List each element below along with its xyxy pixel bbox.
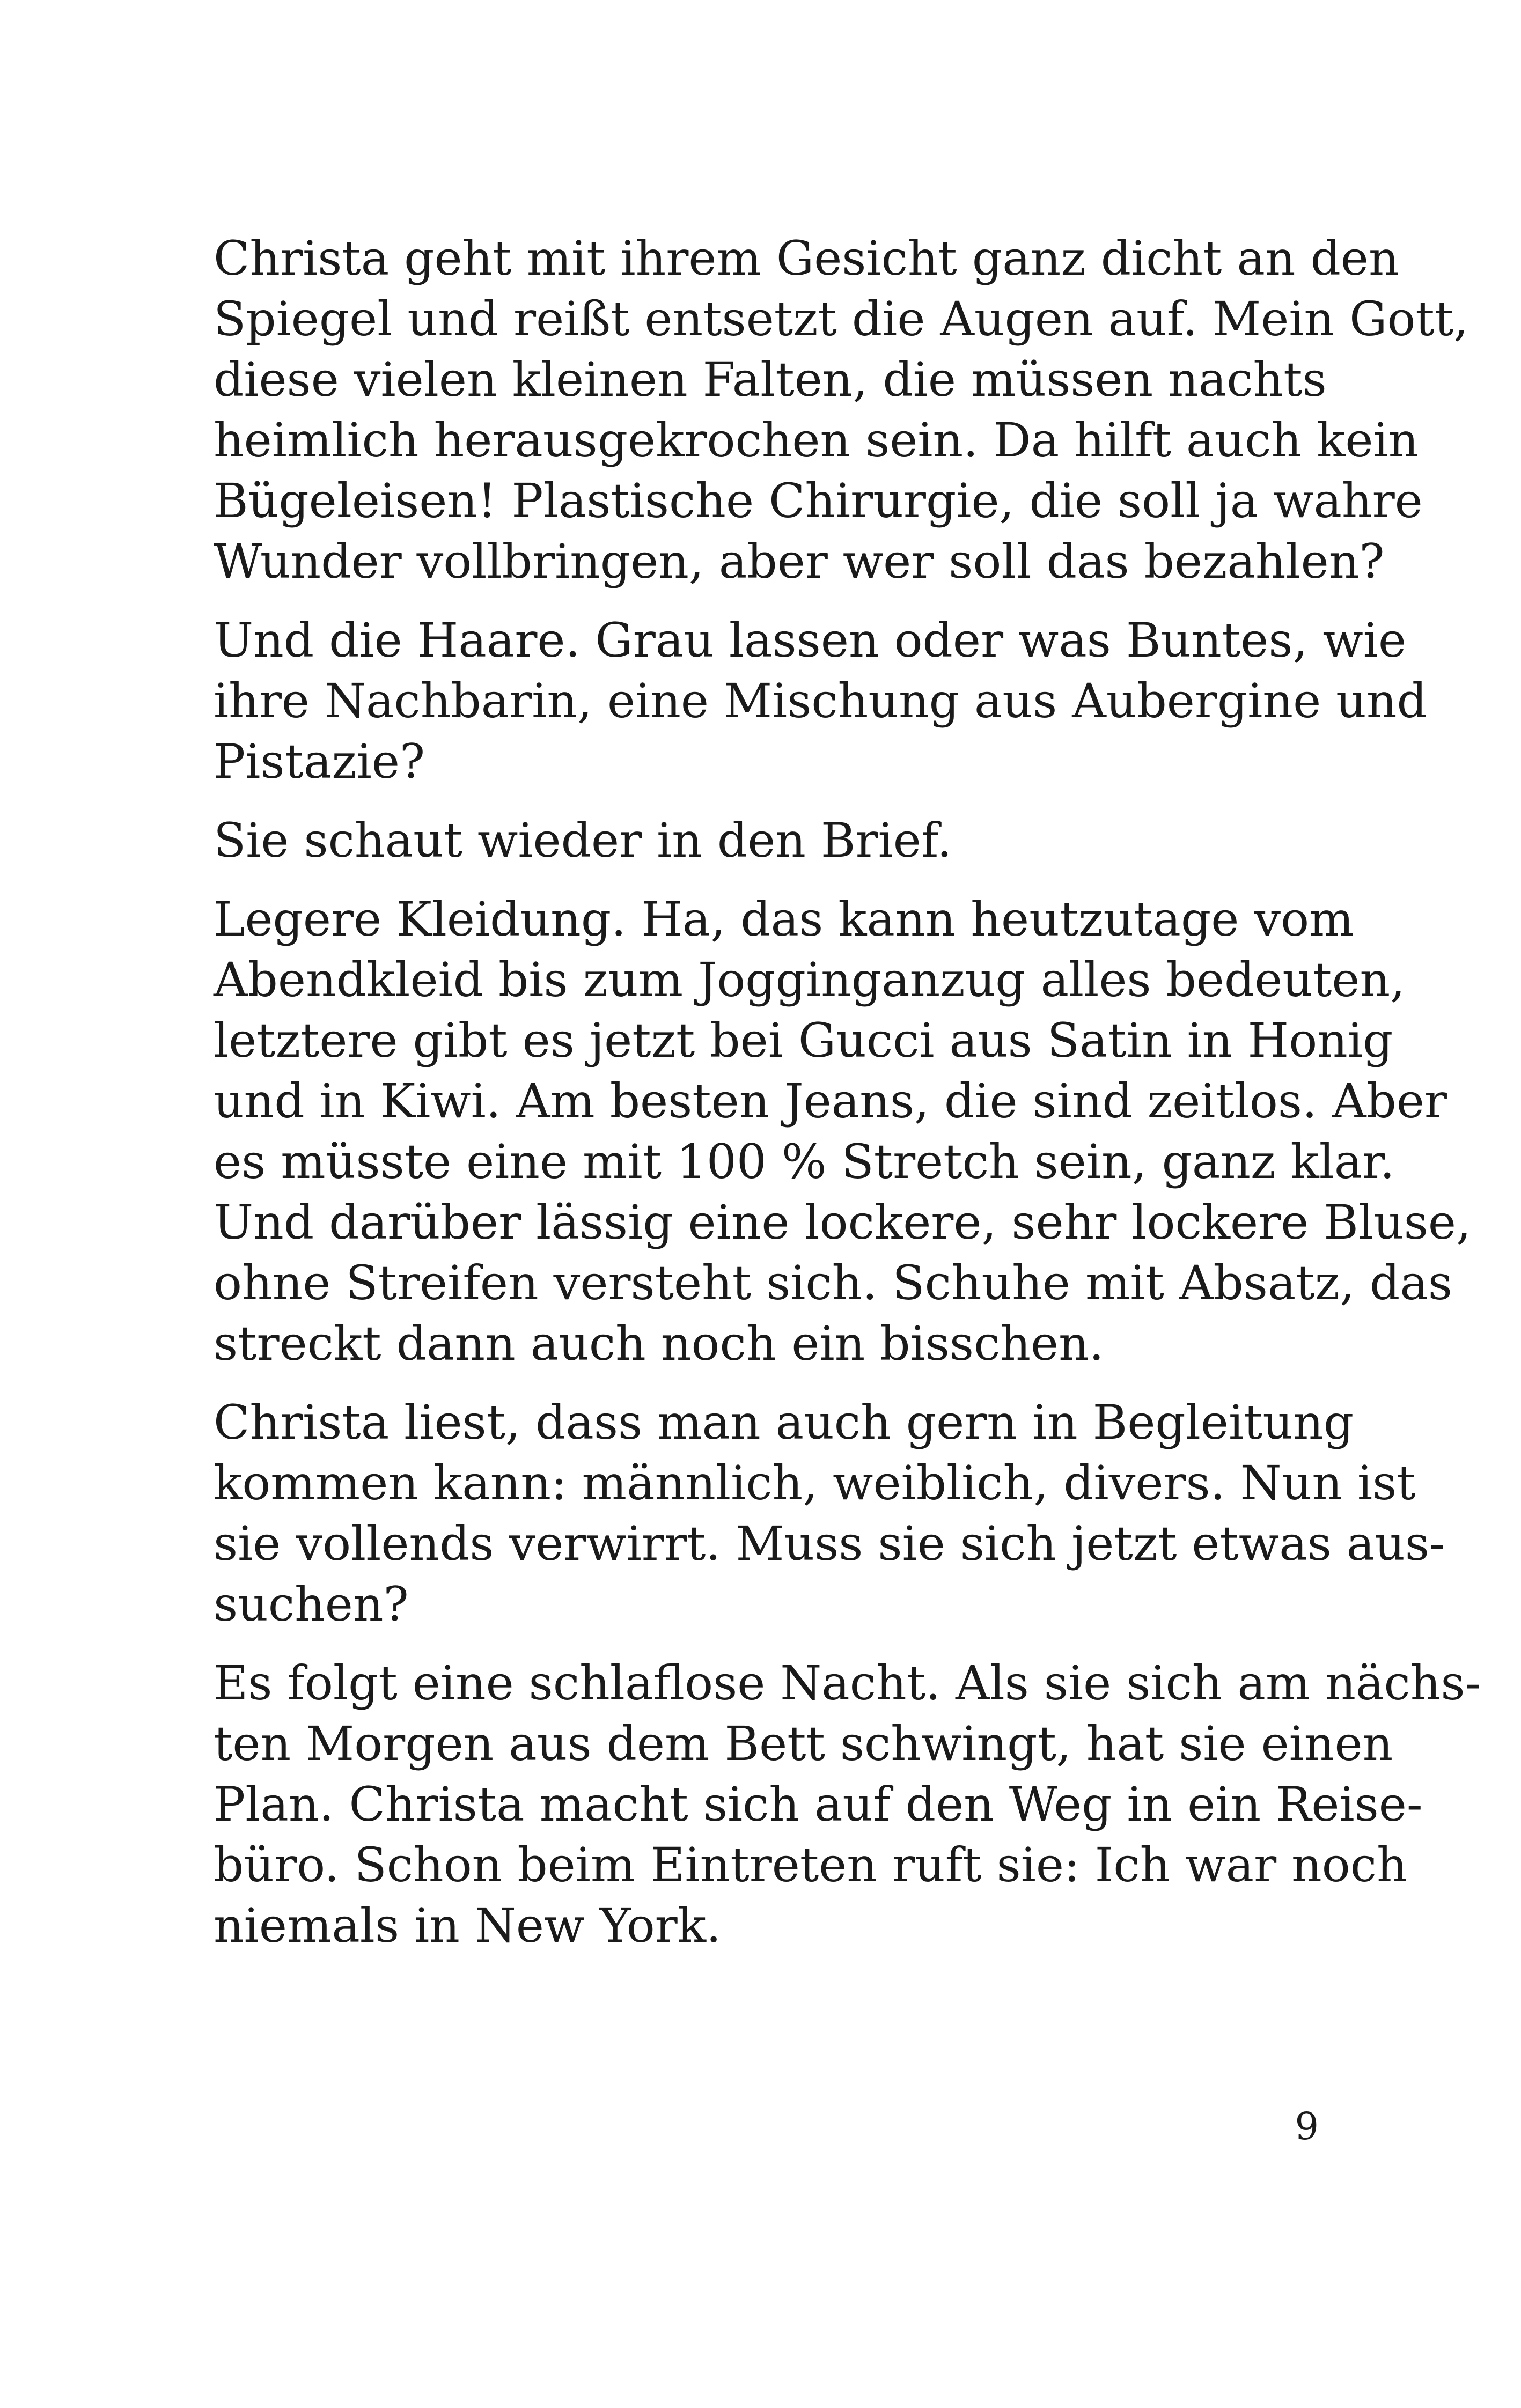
text-line: ihre Nachbarin, eine Mischung aus Aubergine und: [214, 673, 1427, 728]
text-line: sie vollends verwirrt. Muss sie sich jetzt etwas aus-: [214, 1516, 1445, 1571]
text-line: Christa geht mit ihrem Gesicht ganz dicht an den: [214, 231, 1399, 286]
text-line: es müsste eine mit 100 % Stretch sein, ganz klar.: [214, 1134, 1395, 1189]
paragraph-5: [214, 1392, 1445, 1634]
text-line: Abendkleid bis zum Jogginganzug alles bedeuten,: [214, 952, 1406, 1007]
text-line: ohne Streifen versteht sich. Schuhe mit Absatz, das: [214, 1255, 1453, 1310]
text-line: Legere Kleidung. Ha, das kann heutzutage vom: [214, 892, 1354, 947]
text-line: Und darüber lässig eine lockere, sehr lockere Bluse,: [214, 1195, 1471, 1250]
text-line: Plan. Christa macht sich auf den Weg in ein Reise-: [214, 1777, 1423, 1832]
text-line: Christa liest, dass man auch gern in Begleitung: [214, 1395, 1354, 1450]
text-line: ten Morgen aus dem Bett schwingt, hat sie einen: [214, 1716, 1393, 1771]
text-line: diese vielen kleinen Falten, die müssen nachts: [214, 352, 1327, 407]
text-line: Sie schaut wieder in den Brief.: [214, 813, 952, 868]
text-line: heimlich herausgekrochen sein. Da hilft auch kein: [214, 413, 1419, 468]
text-line: streckt dann auch noch ein bisschen.: [214, 1316, 1104, 1371]
text-line: Bügeleisen! Plastische Chirurgie, die soll ja wahre: [214, 473, 1423, 528]
page-number: 9: [1295, 2104, 1319, 2148]
paragraph-3: [214, 810, 1319, 871]
text-line: büro. Schon beim Eintreten ruft sie: Ich war noch: [214, 1837, 1407, 1892]
text-line: Es folgt eine schlaflose Nacht. Als sie sich am nächs-: [214, 1655, 1481, 1711]
paragraph-1: [214, 228, 1469, 592]
text-line: kommen kann: männlich, weiblich, divers. Nun ist: [214, 1455, 1416, 1511]
paragraph-6: [214, 1653, 1481, 1956]
text-line: niemals in New York.: [214, 1898, 722, 1953]
paragraph-2: [214, 610, 1427, 792]
text-line: und in Kiwi. Am besten Jeans, die sind zeitlos. Aber: [214, 1073, 1447, 1129]
text-line: Pistazie?: [214, 734, 425, 789]
text-line: letztere gibt es jetzt bei Gucci aus Satin in Honig: [214, 1013, 1393, 1068]
text-line: Wunder vollbringen, aber wer soll das bezahlen?: [214, 534, 1385, 589]
paragraph-4: [214, 889, 1471, 1374]
body-text: [214, 228, 1481, 1974]
text-line: suchen?: [214, 1577, 409, 1632]
text-line: Spiegel und reißt entsetzt die Augen auf. Mein Gott,: [214, 291, 1469, 347]
text-line: Und die Haare. Grau lassen oder was Buntes, wie: [214, 613, 1407, 668]
